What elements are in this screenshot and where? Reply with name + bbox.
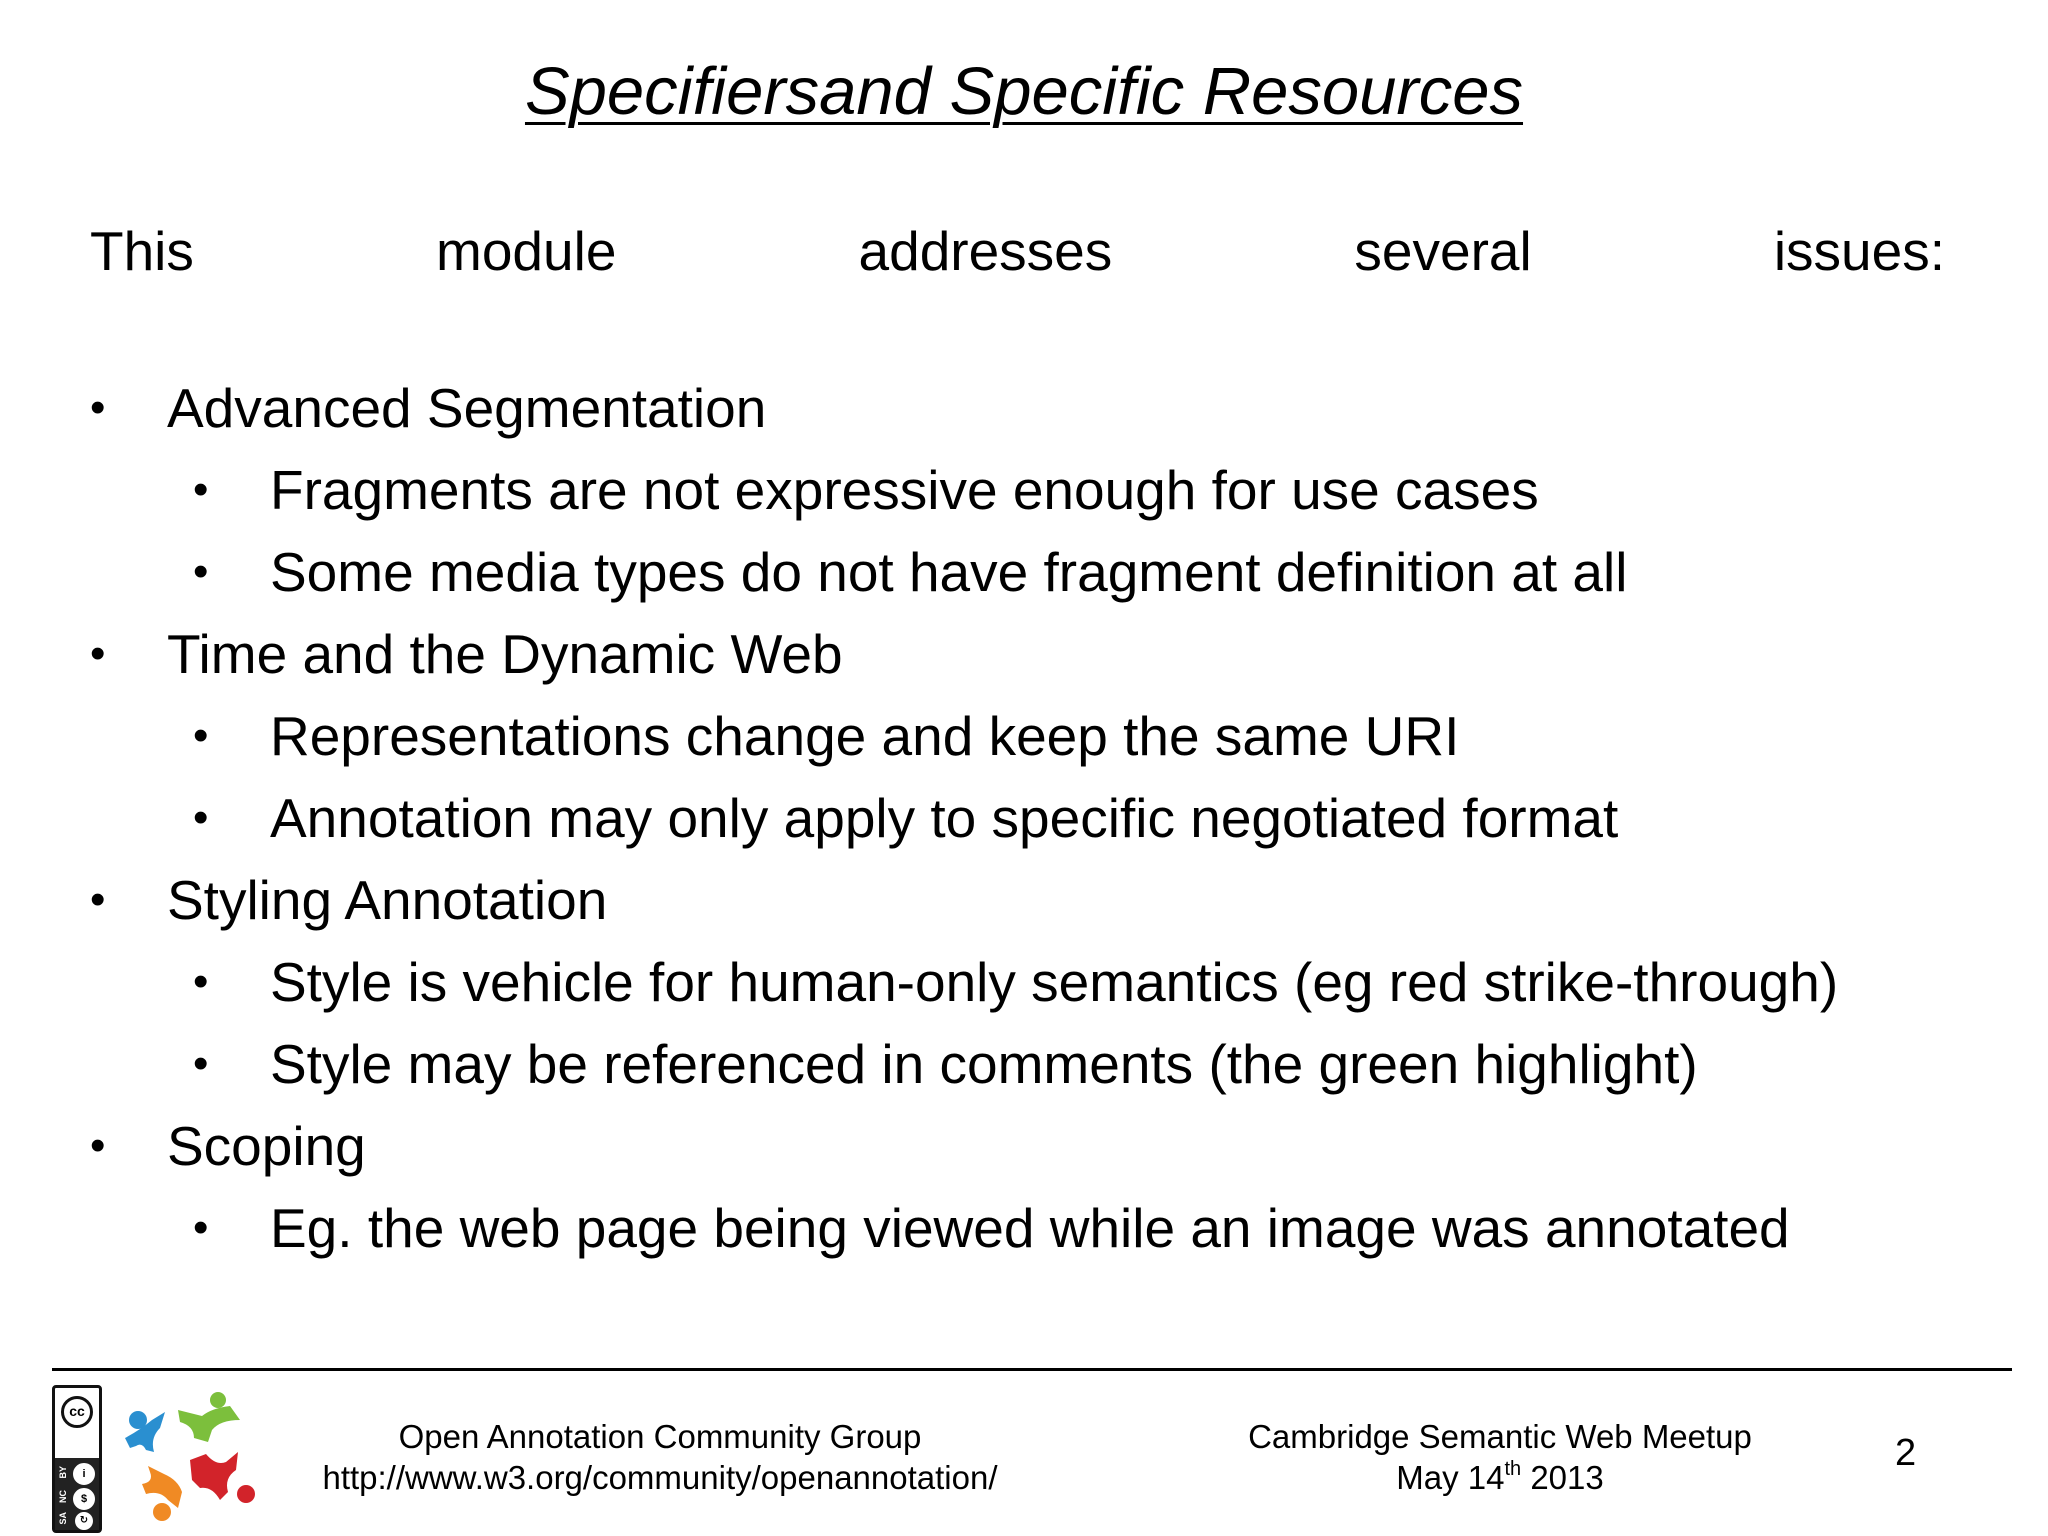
bullet-text: Eg. the web page being viewed while an image was annotated: [270, 1197, 1790, 1259]
intro-word: several: [1354, 220, 1532, 282]
event-date-ordinal: th: [1504, 1458, 1522, 1480]
bullet-icon: •: [90, 1121, 106, 1170]
noncommercial-icon: $: [73, 1488, 95, 1510]
license-term-label: NC: [58, 1490, 68, 1503]
intro-word: module: [436, 220, 617, 282]
bullet-text: Some media types do not have fragment definition at all: [270, 541, 1628, 603]
bullet-icon: •: [90, 629, 106, 678]
event-date-year: 2013: [1521, 1459, 1604, 1496]
bullet-text: Annotation may only apply to specific negotiated format: [270, 787, 1619, 849]
sub-bullet-item: [0, 1023, 2048, 1105]
bullet-item: [0, 367, 2048, 449]
bullet-text: Time and the Dynamic Web: [167, 623, 843, 685]
sharealike-icon: ↻: [75, 1512, 93, 1530]
bullet-icon: •: [193, 465, 209, 514]
sub-bullet-item: [0, 449, 2048, 531]
bullet-icon: •: [193, 793, 209, 842]
sub-bullet-item: [0, 531, 2048, 613]
event-date: [1220, 1457, 1780, 1498]
sub-bullet-item: [0, 777, 2048, 859]
intro-word: addresses: [858, 220, 1113, 282]
bullet-text: Advanced Segmentation: [167, 377, 767, 439]
group-url: http://www.w3.org/community/openannotation/: [322, 1459, 998, 1496]
bullet-item: [0, 859, 2048, 941]
open-annotation-logo-icon: [120, 1390, 260, 1530]
bullet-icon: •: [193, 711, 209, 760]
event-date-day: May 14: [1396, 1459, 1505, 1496]
slide-title: Specifiersand Specific Resources: [524, 54, 1524, 129]
page-number: 2: [1895, 1432, 1917, 1474]
bullet-icon: •: [90, 383, 106, 432]
bullet-text: Styling Annotation: [167, 869, 608, 931]
intro-word: This: [90, 220, 194, 282]
bullet-text: Scoping: [167, 1115, 366, 1177]
cc-icon: cc: [61, 1396, 93, 1428]
bullet-text: Fragments are not expressive enough for use cases: [270, 459, 1539, 521]
attribution-icon: i: [73, 1463, 95, 1485]
cc-license-icon: [52, 1385, 102, 1533]
bullet-text: Style is vehicle for human-only semantics (eg red strike-through): [270, 951, 1839, 1013]
intro-line: [90, 218, 1945, 284]
footer-event-info: [1220, 1416, 1780, 1498]
license-term-label: SA: [58, 1512, 68, 1525]
group-name: Open Annotation Community Group: [398, 1418, 922, 1455]
bullet-icon: •: [193, 1039, 209, 1088]
bullet-text: Style may be referenced in comments (the green highlight): [270, 1033, 1698, 1095]
bullet-icon: •: [90, 875, 106, 924]
sub-bullet-item: [0, 1187, 2048, 1269]
bullet-item: [0, 1105, 2048, 1187]
sub-bullet-item: [0, 695, 2048, 777]
bullet-icon: •: [193, 1203, 209, 1252]
license-term-label: BY: [58, 1466, 68, 1479]
bullet-item: [0, 613, 2048, 695]
footer-group-info: [300, 1416, 1020, 1498]
bullet-text: Representations change and keep the same URI: [270, 705, 1460, 767]
bullet-list: [0, 367, 2048, 1269]
event-name: Cambridge Semantic Web Meetup: [1248, 1418, 1752, 1455]
bullet-icon: •: [193, 957, 209, 1006]
intro-word: issues:: [1773, 220, 1945, 282]
footer-divider: [52, 1368, 2012, 1371]
bullet-icon: •: [193, 547, 209, 596]
sub-bullet-item: [0, 941, 2048, 1023]
